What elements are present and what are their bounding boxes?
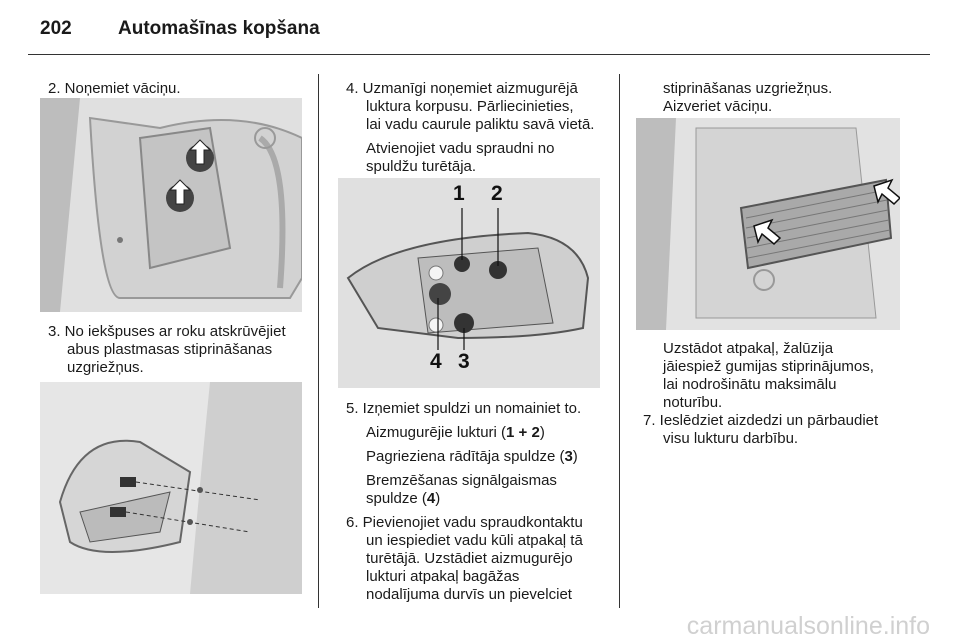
- step-6-continued-line-2: Aizveriet vāciņu.: [663, 98, 773, 115]
- step-5-text: 5. Izņemiet spuldzi un nomainiet to.: [346, 400, 582, 417]
- step-7-line-1: 7. Ieslēdziet aizdedzi un pārbaudiet: [643, 412, 879, 429]
- page-title: Automašīnas kopšana: [118, 18, 320, 39]
- figure-label-2: 2: [491, 182, 503, 205]
- figure-nuts-unscrew: [40, 382, 302, 594]
- note-line-3: lai nodrošinātu maksimālu: [663, 376, 837, 393]
- step-4-para2-line-2: spuldžu turētāja.: [366, 158, 477, 175]
- figure-label-1: 1: [453, 182, 465, 205]
- step-6-line-3: turētājā. Uzstādiet aizmugurējo: [366, 550, 573, 567]
- step-3-line-2: abus plastmasas stiprināšanas: [67, 341, 273, 358]
- figure-nuts-unscrew-drawing: [40, 382, 302, 594]
- step-4-para2-line-1: Atvienojiet vadu spraudni no: [366, 140, 555, 157]
- step-6-line-1: 6. Pievienojiet vadu spraudkontaktu: [346, 514, 583, 531]
- step-6-line-2: un iespiediet vadu kūli atpakaļ tā: [366, 532, 583, 549]
- step-6-line-5: nodalījuma durvīs un pievelciet: [366, 586, 572, 603]
- step-5-turn-bulb: Pagrieziena rādītāja spuldze (3): [366, 448, 578, 465]
- watermark: carmanualsonline.info: [686, 612, 930, 640]
- step-5-rear-lights: Aizmugurējie lukturi (1 + 2): [366, 424, 545, 441]
- step-4-line-2: luktura korpusu. Pārliecinieties,: [366, 98, 574, 115]
- step-5-brake-line-2: spuldze (4): [366, 490, 441, 507]
- figure-cover-removal: [40, 98, 302, 312]
- figure-trim-refit-drawing: [636, 118, 900, 330]
- figure-label-4: 4: [430, 350, 442, 373]
- step-6-line-4: lukturi atpakaļ bagāžas: [366, 568, 520, 585]
- step-4-line-3: lai vadu caurule paliktu savā vietā.: [366, 116, 595, 133]
- step-7-line-2: visu lukturu darbību.: [663, 430, 799, 447]
- figure-cover-removal-drawing: [40, 98, 302, 312]
- note-line-2: jāiespiež gumijas stiprinājumos,: [663, 358, 874, 375]
- header-rule: [28, 54, 930, 55]
- note-line-1: Uzstādot atpakaļ, žalūzija: [663, 340, 834, 357]
- step-2-text: 2. Noņemiet vāciņu.: [48, 80, 181, 97]
- column-divider-2: [619, 74, 620, 608]
- step-6-continued-line-1: stiprināšanas uzgriežņus.: [663, 80, 833, 97]
- step-3-line-1: 3. No iekšpuses ar roku atskrūvējiet: [48, 323, 286, 340]
- figure-trim-refit: [636, 118, 900, 330]
- step-5-brake-line-1: Bremzēšanas signālgaismas: [366, 472, 557, 489]
- column-divider-1: [318, 74, 319, 608]
- figure-label-3: 3: [458, 350, 470, 373]
- note-line-4: noturību.: [663, 394, 723, 411]
- step-3-line-3: uzgriežņus.: [67, 359, 144, 376]
- figure-bulb-holder: [338, 178, 600, 388]
- page-number: 202: [40, 18, 72, 39]
- step-4-line-1: 4. Uzmanīgi noņemiet aizmugurējā: [346, 80, 578, 97]
